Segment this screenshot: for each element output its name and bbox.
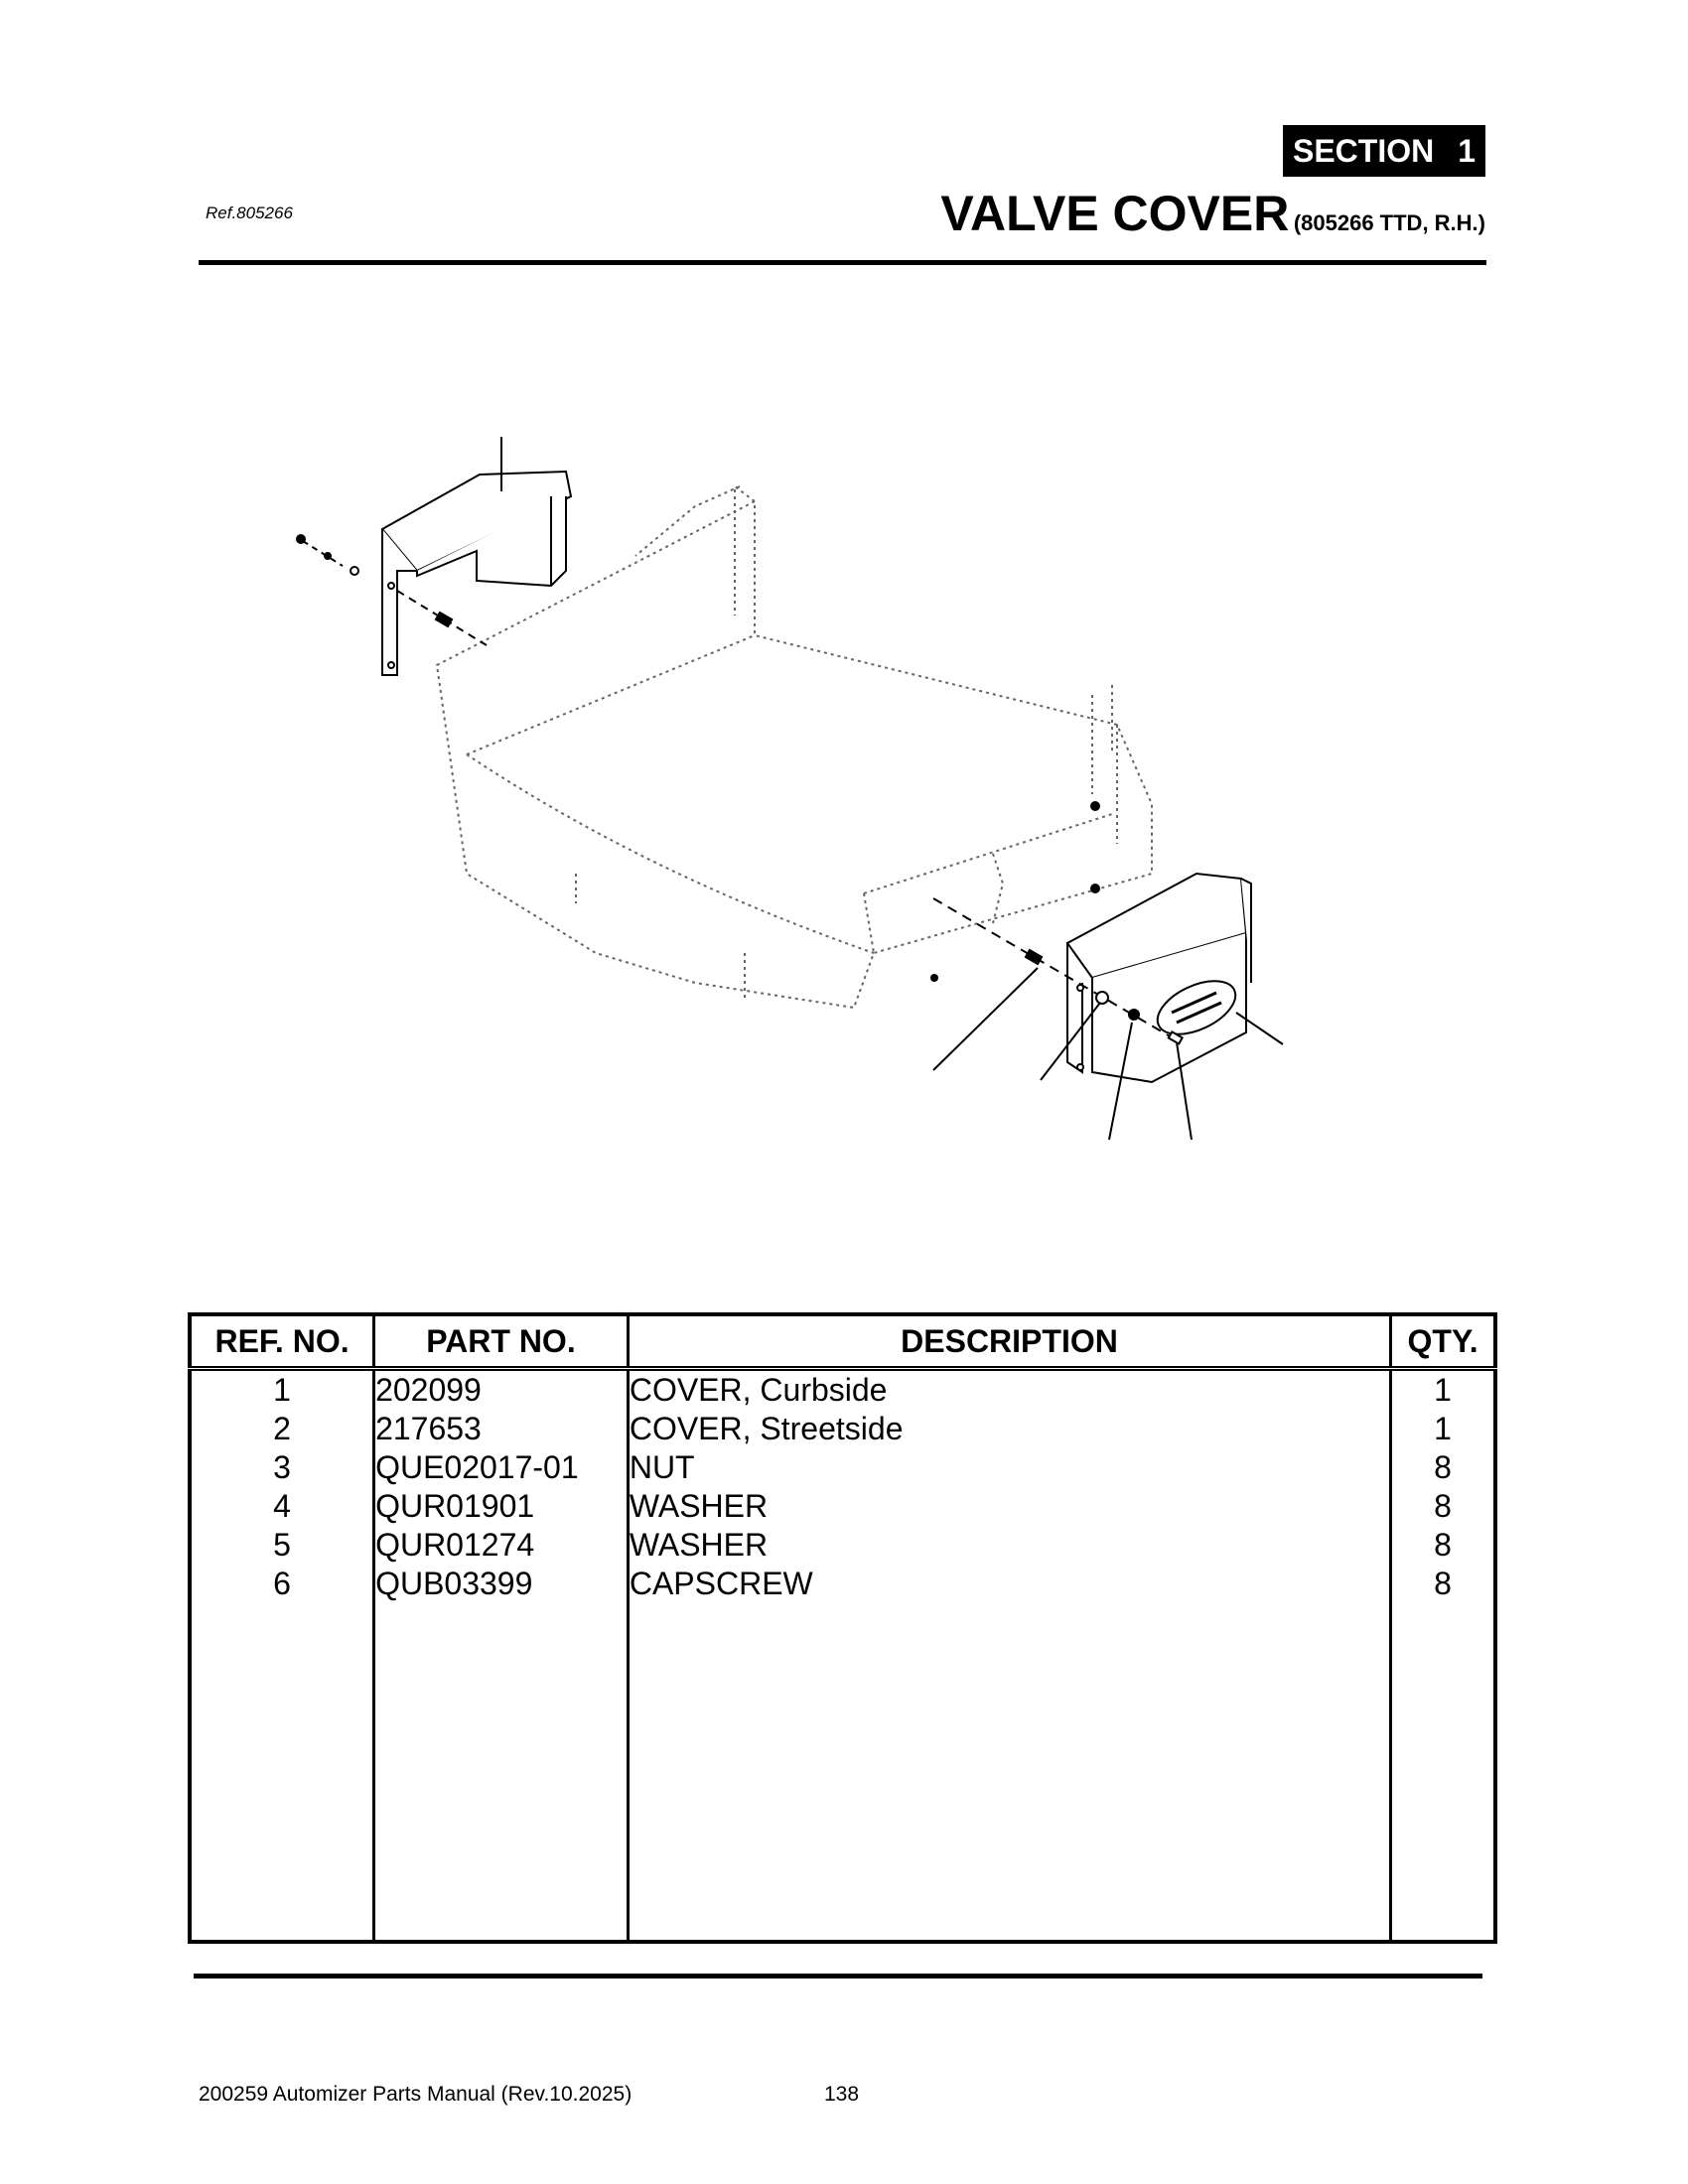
parts-table bbox=[188, 1312, 1497, 1944]
row-qty: 1 bbox=[1434, 1411, 1452, 1446]
header-description: DESCRIPTION bbox=[628, 1314, 1390, 1369]
row-ref: 1 bbox=[273, 1372, 291, 1408]
row-qty: 1 bbox=[1434, 1372, 1452, 1408]
row-qty: 8 bbox=[1434, 1488, 1452, 1524]
row-part: 217653 bbox=[375, 1411, 482, 1446]
row-qty: 8 bbox=[1434, 1566, 1452, 1601]
row-description: WASHER bbox=[629, 1527, 769, 1563]
section-number: 1 bbox=[1458, 132, 1477, 169]
table-header-row bbox=[190, 1314, 1495, 1369]
manual-title: 200259 Automizer Parts Manual (Rev.10.2025) bbox=[199, 2083, 633, 2106]
row-part: QUR01901 bbox=[375, 1488, 535, 1524]
page-number: 138 bbox=[824, 2083, 860, 2106]
row-part: QUR01274 bbox=[375, 1527, 535, 1563]
reference-number: Ref.805266 bbox=[206, 204, 293, 222]
row-ref: 3 bbox=[273, 1449, 291, 1485]
header-ref-no: REF. NO. bbox=[190, 1314, 374, 1369]
row-description: WASHER bbox=[629, 1488, 769, 1524]
cover-curbside bbox=[382, 437, 571, 675]
title-subtitle: (805266 TTD, R.H.) bbox=[1293, 210, 1485, 235]
row-qty: 8 bbox=[1434, 1527, 1452, 1563]
qty-column bbox=[1391, 1369, 1495, 1943]
section-label: SECTION bbox=[1292, 132, 1435, 169]
row-ref: 4 bbox=[273, 1488, 291, 1524]
row-part: 202099 bbox=[375, 1372, 482, 1408]
row-part: QUE02017-01 bbox=[375, 1449, 579, 1485]
row-ref: 5 bbox=[273, 1527, 291, 1563]
ref-column bbox=[190, 1369, 374, 1943]
row-description: NUT bbox=[629, 1449, 695, 1485]
part-column bbox=[374, 1369, 629, 1943]
row-description: CAPSCREW bbox=[629, 1566, 813, 1601]
description-column bbox=[628, 1369, 1390, 1943]
row-qty: 8 bbox=[1434, 1449, 1452, 1485]
row-ref: 6 bbox=[273, 1566, 291, 1601]
row-description: COVER, Streetside bbox=[629, 1411, 904, 1446]
header-part-no: PART NO. bbox=[374, 1314, 629, 1369]
row-part: QUB03399 bbox=[375, 1566, 533, 1601]
row-description: COVER, Curbside bbox=[629, 1372, 888, 1408]
cover-streetside bbox=[1067, 874, 1251, 1082]
title-main: VALVE COVER bbox=[940, 186, 1290, 241]
table-body bbox=[190, 1369, 1495, 1943]
footer-rule bbox=[194, 1974, 1482, 1979]
row-ref: 2 bbox=[273, 1411, 291, 1446]
header-qty: QTY. bbox=[1391, 1314, 1495, 1369]
